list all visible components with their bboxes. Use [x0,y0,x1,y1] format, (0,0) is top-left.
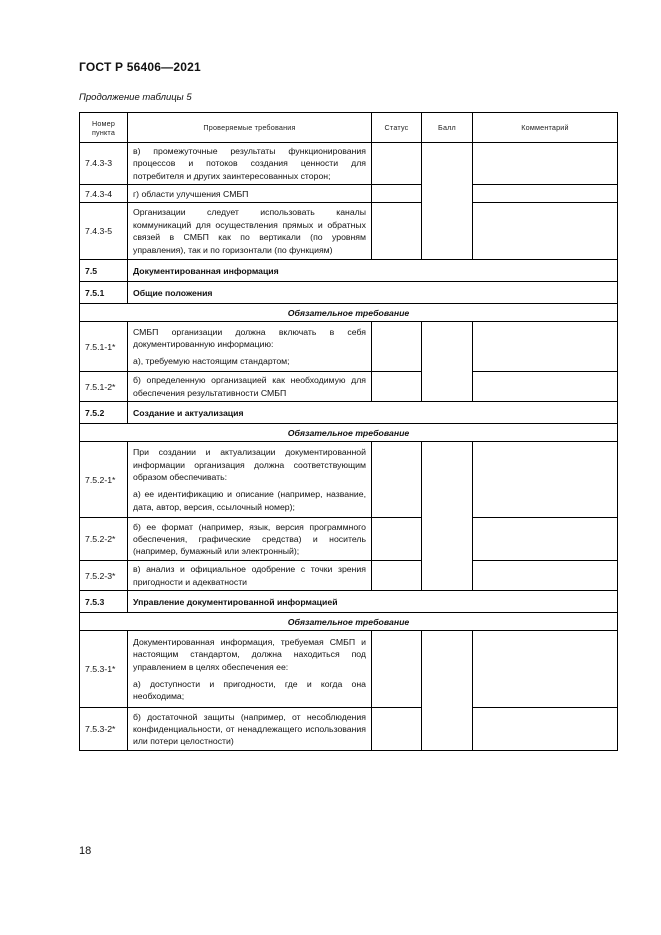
row-number: 7.5.2-2* [80,518,128,561]
mandatory-label: Обязательное требование [80,613,618,631]
requirement-paragraph: Документированная информация, требуемая СМБП и настоящим стандартом, должна находиться под управлением в целях обеспечения ее: [133,636,366,672]
mandatory-label: Обязательное требование [80,424,618,442]
section-title: Создание и актуализация [128,402,618,424]
score-cell [422,322,473,402]
requirement-paragraph: а) ее идентификацию и описание (например, название, дата, автор, версия, ссылочный номер); [133,489,366,512]
requirement-paragraph: а), требуемую настоящим стандартом; [133,356,290,367]
status-cell [372,372,422,402]
status-cell [372,631,422,708]
status-cell [372,322,422,372]
mandatory-row [80,304,618,322]
table-row [80,442,618,518]
row-number: 7.5.2-1* [80,442,128,518]
comment-cell [473,708,618,751]
row-number: 7.5.3-1* [80,631,128,708]
row-number: 7.5.1-2* [80,372,128,402]
column-header-requirements: Проверяемые требования [128,113,372,143]
section-number: 7.5.1 [80,282,128,304]
section-row [80,260,618,282]
requirement-text [128,442,372,518]
row-number: 7.4.3-5 [80,203,128,260]
requirement-text: б) достаточной защиты (например, от несоблюдения конфиденциальности, от ненадлежащего использования или потери целостности) [128,708,372,751]
table-row [80,143,618,185]
requirement-text: в) промежуточные результаты функционирования процессов и потоков создания ценности для потребителя и других заинтересованных сторон; [128,143,372,185]
requirement-paragraph: При создании и актуализации документированной информации организация должна соответствующим образом обеспечивать: [133,447,366,483]
comment-cell [473,561,618,591]
requirement-paragraph: СМБП организации должна включать в себя документированную информацию: [133,326,366,350]
row-number: 7.5.1-1* [80,322,128,372]
comment-cell [473,631,618,708]
requirement-text [128,322,372,372]
table-header-row [80,113,618,143]
requirement-text: б) ее формат (например, язык, версия программного обеспечения, графические средства) и носитель (например, бумажный или электронный); [128,518,372,561]
section-row [80,591,618,613]
score-cell [422,143,473,260]
table-row [80,372,618,402]
section-row [80,282,618,304]
requirements-table [79,112,618,751]
table-row [80,185,618,203]
row-number: 7.4.3-4 [80,185,128,203]
section-row [80,402,618,424]
column-header-comment: Комментарий [473,113,618,143]
status-cell [372,708,422,751]
comment-cell [473,185,618,203]
comment-cell [473,442,618,518]
row-number: 7.5.3-2* [80,708,128,751]
table-continuation-caption: Продолжение таблицы 5 [79,92,192,103]
column-header-num: Номер пункта [80,113,128,143]
comment-cell [473,203,618,260]
comment-cell [473,143,618,185]
score-cell [422,442,473,591]
table-row [80,561,618,591]
comment-cell [473,322,618,372]
row-number: 7.4.3-3 [80,143,128,185]
mandatory-row [80,613,618,631]
requirement-paragraph: а) доступности и пригодности, где и когда она необходима; [133,678,366,702]
status-cell [372,185,422,203]
page-number: 18 [79,845,92,857]
section-title: Управление документированной информацией [128,591,618,613]
status-cell [372,203,422,260]
requirement-text: Организации следует использовать каналы коммуникаций для осуществления прямых и обратных связей в СМБП как по вертикали (по уровням управления), так и по горизонтали (по функциям) [128,203,372,260]
table-row [80,322,618,372]
table-row [80,708,618,751]
standard-title: ГОСТ Р 56406—2021 [79,60,201,74]
requirement-text: г) области улучшения СМБП [128,185,372,203]
status-cell [372,143,422,185]
section-number: 7.5.2 [80,402,128,424]
comment-cell [473,518,618,561]
requirement-text: б) определенную организацией как необходимую для обеспечения результативности СМБП [128,372,372,402]
section-number: 7.5.3 [80,591,128,613]
requirement-text: в) анализ и официальное одобрение с точки зрения пригодности и адекватности [128,561,372,591]
mandatory-row [80,424,618,442]
section-number: 7.5 [80,260,128,282]
table-row [80,631,618,708]
score-cell [422,631,473,751]
table-row [80,518,618,561]
row-number: 7.5.2-3* [80,561,128,591]
mandatory-label: Обязательное требование [80,304,618,322]
requirement-text [128,631,372,708]
section-title: Общие положения [128,282,618,304]
comment-cell [473,372,618,402]
table-row [80,203,618,260]
section-title: Документированная информация [128,260,618,282]
status-cell [372,561,422,591]
status-cell [372,442,422,518]
status-cell [372,518,422,561]
column-header-status: Статус [372,113,422,143]
column-header-score: Балл [422,113,473,143]
